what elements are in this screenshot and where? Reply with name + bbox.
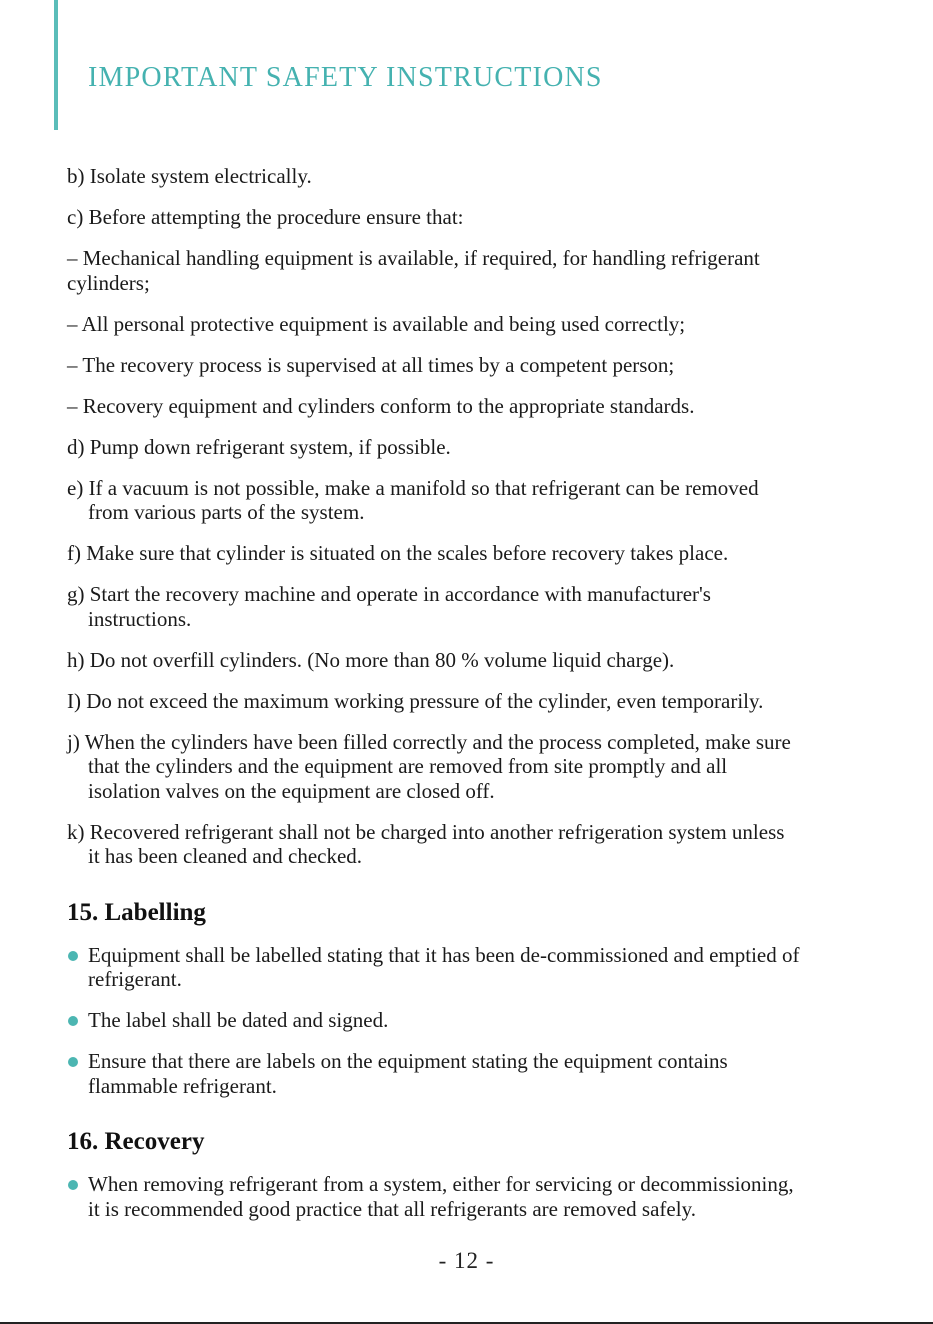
labelling-bullet: Equipment shall be labelled stating that it has been de-commissioned and emptied of refrigerant. <box>67 943 882 992</box>
check-supervision: – The recovery process is supervised at all times by a competent person; <box>67 352 675 377</box>
recovery-bullet: When removing refrigerant from a system, either for servicing or decommissioning, it is recommended good practice that all refrigerants are removed safely. <box>67 1172 882 1221</box>
step-e: e) If a vacuum is not possible, make a manifold so that refrigerant can be removed from various parts of the system. <box>67 475 759 524</box>
step-j: j) When the cylinders have been filled correctly and the process completed, make sure that the cylinders and the equipment are removed from site promptly and all isolation valves on the equipment are closed off. <box>67 729 791 803</box>
step-g: g) Start the recovery machine and operate in accordance with manufacturer's instructions. <box>67 582 711 631</box>
labelling-bullet: Ensure that there are labels on the equipment stating the equipment contains flammable refrigerant. <box>67 1049 882 1098</box>
check-handling-equipment: – Mechanical handling equipment is available, if required, for handling refrigerant cylinders; <box>67 246 760 295</box>
bullet-dot-icon <box>68 951 78 961</box>
step-c: c) Before attempting the procedure ensure that: <box>67 205 464 229</box>
check-standards: – Recovery equipment and cylinders conform to the appropriate standards. <box>67 393 695 418</box>
bullet-dot-icon <box>68 1057 78 1067</box>
labelling-bullet: The label shall be dated and signed. <box>67 1008 882 1033</box>
step-h: h) Do not overfill cylinders. (No more than 80 % volume liquid charge). <box>67 647 675 672</box>
labelling-heading: 15. Labelling <box>67 898 206 926</box>
bullet-dot-icon <box>68 1016 78 1026</box>
step-b: b) Isolate system electrically. <box>67 164 312 188</box>
page-title: IMPORTANT SAFETY INSTRUCTIONS <box>88 62 603 93</box>
recovery-heading: 16. Recovery <box>67 1128 205 1155</box>
step-k: k) Recovered refrigerant shall not be charged into another refrigeration system unless it has been cleaned and checked. <box>67 819 785 868</box>
accent-bar <box>54 0 58 130</box>
check-protective-equipment: – All personal protective equipment is available and being used correctly; <box>67 311 686 336</box>
content <box>67 164 882 1238</box>
page-number: - 12 - <box>438 1248 495 1273</box>
step-d: d) Pump down refrigerant system, if possible. <box>67 434 451 459</box>
step-i: I) Do not exceed the maximum working pressure of the cylinder, even temporarily. <box>67 688 764 713</box>
step-f: f) Make sure that cylinder is situated on the scales before recovery takes place. <box>67 541 729 565</box>
bullet-dot-icon <box>68 1180 78 1190</box>
